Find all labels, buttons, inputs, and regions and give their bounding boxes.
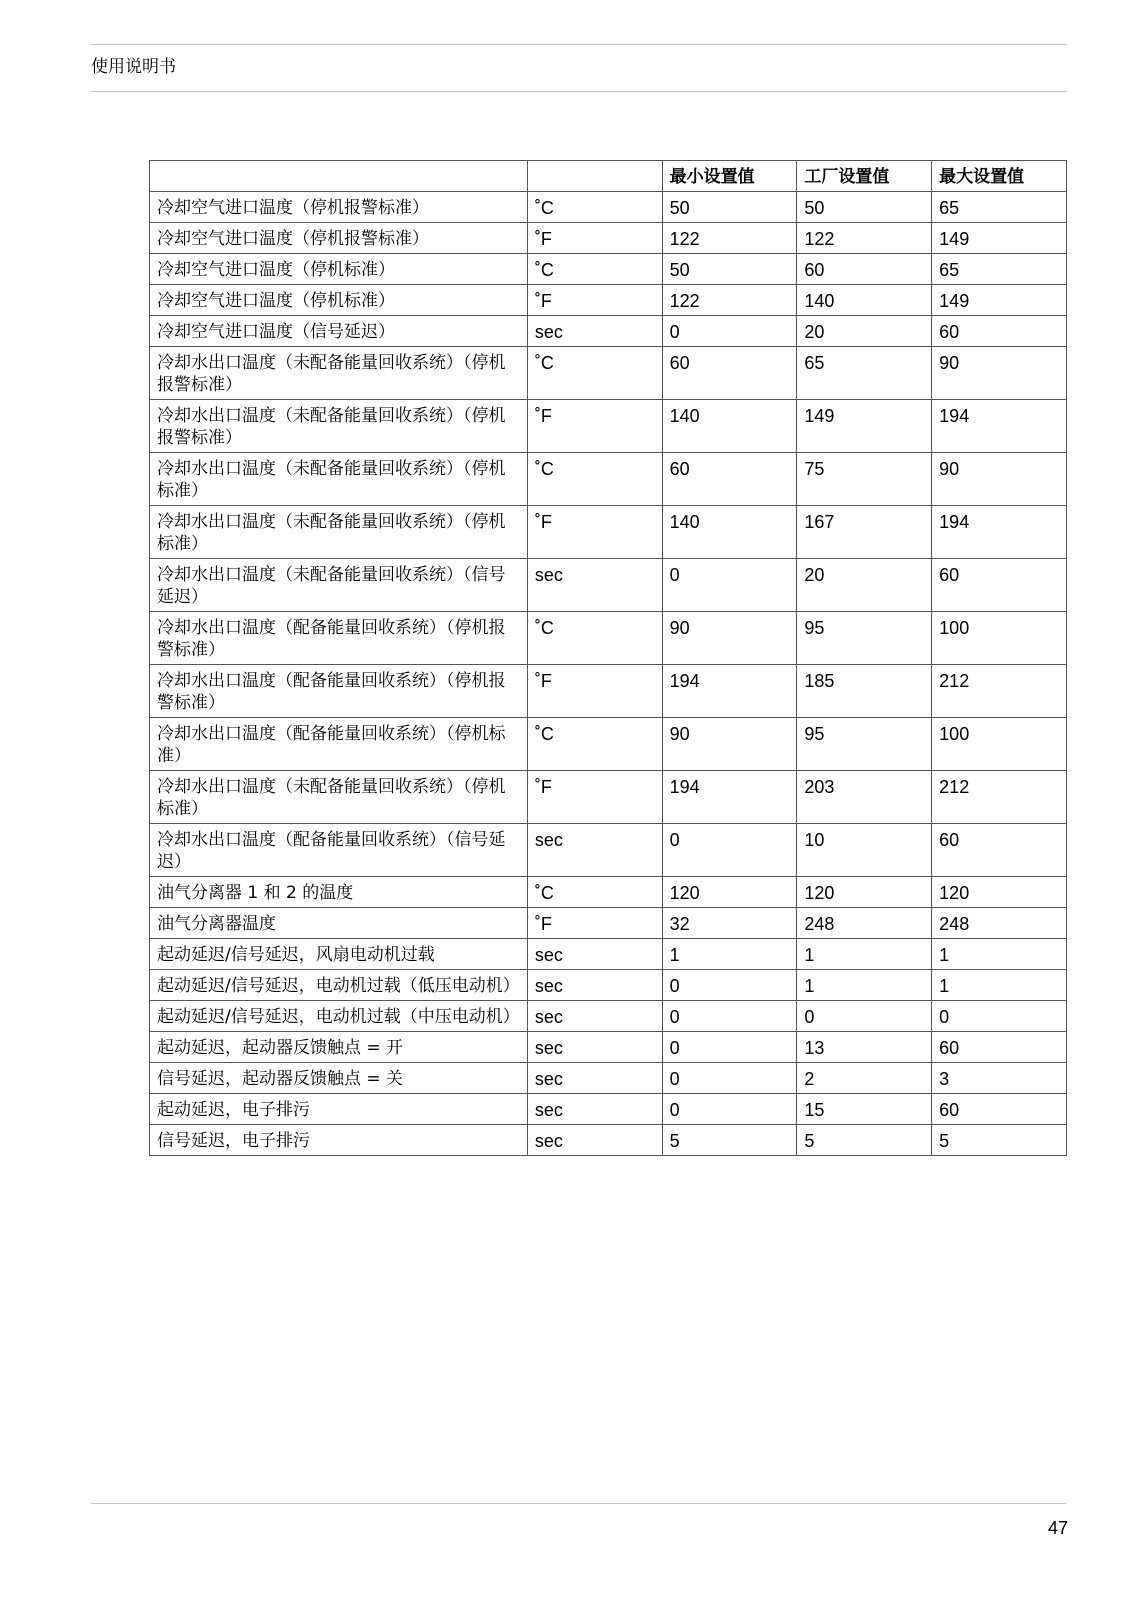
cell-min-value: 90: [662, 718, 797, 771]
table-row: [150, 223, 1067, 254]
cell-min-value: 50: [662, 192, 797, 223]
cell-parameter: 冷却水出口温度（未配备能量回收系统）（停机报警标准）: [150, 400, 528, 453]
cell-factory-value: 149: [797, 400, 932, 453]
cell-unit: ˚C: [527, 718, 662, 771]
table-row: [150, 316, 1067, 347]
cell-min-value: 60: [662, 347, 797, 400]
table-row: [150, 824, 1067, 877]
cell-factory-value: 122: [797, 223, 932, 254]
cell-min-value: 140: [662, 506, 797, 559]
cell-max-value: 100: [932, 612, 1067, 665]
cell-factory-value: 120: [797, 877, 932, 908]
cell-parameter: 起动延迟，电子排污: [150, 1094, 528, 1125]
header-cell-min: 最小设置值: [662, 161, 797, 192]
header-bottom-rule: [91, 91, 1066, 92]
cell-max-value: 194: [932, 506, 1067, 559]
cell-parameter: 冷却水出口温度（未配备能量回收系统）（停机标准）: [150, 453, 528, 506]
cell-unit: sec: [527, 1032, 662, 1063]
table-row: [150, 877, 1067, 908]
settings-table: [149, 160, 1067, 1156]
table-row: [150, 612, 1067, 665]
cell-max-value: 149: [932, 285, 1067, 316]
table-row: [150, 1063, 1067, 1094]
cell-min-value: 60: [662, 453, 797, 506]
cell-parameter: 起动延迟/信号延迟，电动机过载（中压电动机）: [150, 1001, 528, 1032]
cell-parameter: 冷却空气进口温度（停机标准）: [150, 254, 528, 285]
cell-unit: ˚C: [527, 347, 662, 400]
cell-max-value: 65: [932, 192, 1067, 223]
cell-parameter: 冷却水出口温度（配备能量回收系统）（停机报警标准）: [150, 612, 528, 665]
cell-min-value: 0: [662, 1032, 797, 1063]
cell-unit: ˚F: [527, 400, 662, 453]
cell-unit: sec: [527, 970, 662, 1001]
cell-max-value: 149: [932, 223, 1067, 254]
cell-parameter: 起动延迟/信号延迟，风扇电动机过载: [150, 939, 528, 970]
cell-unit: sec: [527, 939, 662, 970]
table-row: [150, 771, 1067, 824]
cell-factory-value: 5: [797, 1125, 932, 1156]
header-cell-parameter: [150, 161, 528, 192]
cell-unit: sec: [527, 1125, 662, 1156]
table-row: [150, 970, 1067, 1001]
cell-max-value: 120: [932, 877, 1067, 908]
page-number: 47: [1047, 1518, 1068, 1538]
cell-max-value: 90: [932, 453, 1067, 506]
cell-max-value: 212: [932, 771, 1067, 824]
cell-factory-value: 60: [797, 254, 932, 285]
table-row: [150, 1094, 1067, 1125]
cell-max-value: 65: [932, 254, 1067, 285]
cell-factory-value: 75: [797, 453, 932, 506]
footer-rule: [91, 1503, 1066, 1504]
table-header-row: [150, 161, 1067, 192]
cell-max-value: 100: [932, 718, 1067, 771]
cell-parameter: 冷却空气进口温度（停机标准）: [150, 285, 528, 316]
cell-min-value: 0: [662, 1094, 797, 1125]
cell-unit: ˚C: [527, 877, 662, 908]
cell-min-value: 5: [662, 1125, 797, 1156]
cell-unit: ˚F: [527, 506, 662, 559]
cell-parameter: 冷却水出口温度（未配备能量回收系统）（停机标准）: [150, 771, 528, 824]
header-top-rule: [91, 44, 1066, 45]
cell-max-value: 60: [932, 559, 1067, 612]
table-row: [150, 908, 1067, 939]
cell-parameter: 冷却空气进口温度（停机报警标准）: [150, 192, 528, 223]
cell-min-value: 140: [662, 400, 797, 453]
cell-max-value: 60: [932, 824, 1067, 877]
cell-parameter: 油气分离器 1 和 2 的温度: [150, 877, 528, 908]
cell-factory-value: 167: [797, 506, 932, 559]
header-cell-max: 最大设置值: [932, 161, 1067, 192]
cell-parameter: 油气分离器温度: [150, 908, 528, 939]
cell-factory-value: 10: [797, 824, 932, 877]
cell-max-value: 60: [932, 1032, 1067, 1063]
cell-unit: ˚F: [527, 665, 662, 718]
cell-parameter: 冷却空气进口温度（信号延迟）: [150, 316, 528, 347]
cell-parameter: 冷却水出口温度（配备能量回收系统）（停机报警标准）: [150, 665, 528, 718]
cell-factory-value: 185: [797, 665, 932, 718]
cell-parameter: 冷却水出口温度（配备能量回收系统）（停机标准）: [150, 718, 528, 771]
cell-factory-value: 1: [797, 970, 932, 1001]
cell-max-value: 1: [932, 939, 1067, 970]
cell-parameter: 信号延迟，电子排污: [150, 1125, 528, 1156]
cell-parameter: 冷却水出口温度（配备能量回收系统）（信号延迟）: [150, 824, 528, 877]
cell-unit: ˚C: [527, 612, 662, 665]
table-row: [150, 347, 1067, 400]
cell-unit: sec: [527, 316, 662, 347]
cell-max-value: 5: [932, 1125, 1067, 1156]
cell-factory-value: 1: [797, 939, 932, 970]
table-row: [150, 1125, 1067, 1156]
cell-min-value: 32: [662, 908, 797, 939]
cell-factory-value: 140: [797, 285, 932, 316]
cell-unit: sec: [527, 1063, 662, 1094]
table-row: [150, 400, 1067, 453]
cell-factory-value: 95: [797, 718, 932, 771]
cell-max-value: 0: [932, 1001, 1067, 1032]
cell-unit: ˚F: [527, 223, 662, 254]
cell-factory-value: 15: [797, 1094, 932, 1125]
cell-factory-value: 65: [797, 347, 932, 400]
cell-factory-value: 13: [797, 1032, 932, 1063]
cell-parameter: 冷却水出口温度（未配备能量回收系统）（停机标准）: [150, 506, 528, 559]
cell-min-value: 0: [662, 559, 797, 612]
cell-parameter: 冷却水出口温度（未配备能量回收系统）（停机报警标准）: [150, 347, 528, 400]
cell-unit: sec: [527, 559, 662, 612]
table-row: [150, 453, 1067, 506]
table-row: [150, 506, 1067, 559]
cell-max-value: 90: [932, 347, 1067, 400]
cell-parameter: 起动延迟/信号延迟，电动机过载（低压电动机）: [150, 970, 528, 1001]
cell-min-value: 0: [662, 824, 797, 877]
cell-unit: ˚C: [527, 254, 662, 285]
cell-min-value: 0: [662, 1001, 797, 1032]
cell-factory-value: 20: [797, 316, 932, 347]
cell-min-value: 90: [662, 612, 797, 665]
header-cell-unit: [527, 161, 662, 192]
cell-unit: ˚C: [527, 192, 662, 223]
cell-max-value: 3: [932, 1063, 1067, 1094]
table-row: [150, 254, 1067, 285]
cell-unit: sec: [527, 824, 662, 877]
table-body: [150, 192, 1067, 1156]
table-row: [150, 559, 1067, 612]
cell-factory-value: 248: [797, 908, 932, 939]
cell-unit: ˚C: [527, 453, 662, 506]
cell-parameter: 冷却空气进口温度（停机报警标准）: [150, 223, 528, 254]
cell-factory-value: 203: [797, 771, 932, 824]
cell-max-value: 60: [932, 1094, 1067, 1125]
table-row: [150, 718, 1067, 771]
cell-min-value: 0: [662, 1063, 797, 1094]
cell-factory-value: 2: [797, 1063, 932, 1094]
cell-min-value: 0: [662, 316, 797, 347]
cell-max-value: 1: [932, 970, 1067, 1001]
cell-max-value: 212: [932, 665, 1067, 718]
cell-factory-value: 20: [797, 559, 932, 612]
cell-factory-value: 50: [797, 192, 932, 223]
cell-unit: ˚F: [527, 908, 662, 939]
table-row: [150, 192, 1067, 223]
cell-min-value: 120: [662, 877, 797, 908]
cell-factory-value: 95: [797, 612, 932, 665]
document-header-title: 使用说明书: [91, 57, 176, 77]
cell-min-value: 194: [662, 665, 797, 718]
header-cell-factory: 工厂设置值: [797, 161, 932, 192]
table-row: [150, 939, 1067, 970]
cell-min-value: 0: [662, 970, 797, 1001]
cell-min-value: 1: [662, 939, 797, 970]
table-row: [150, 1032, 1067, 1063]
cell-factory-value: 0: [797, 1001, 932, 1032]
cell-max-value: 248: [932, 908, 1067, 939]
cell-min-value: 122: [662, 285, 797, 316]
cell-min-value: 194: [662, 771, 797, 824]
table-row: [150, 1001, 1067, 1032]
cell-parameter: 信号延迟，起动器反馈触点 = 关: [150, 1063, 528, 1094]
cell-parameter: 冷却水出口温度（未配备能量回收系统）（信号延迟）: [150, 559, 528, 612]
table-row: [150, 285, 1067, 316]
table-row: [150, 665, 1067, 718]
cell-max-value: 194: [932, 400, 1067, 453]
cell-parameter: 起动延迟，起动器反馈触点 = 开: [150, 1032, 528, 1063]
cell-unit: ˚F: [527, 285, 662, 316]
cell-min-value: 50: [662, 254, 797, 285]
cell-min-value: 122: [662, 223, 797, 254]
cell-max-value: 60: [932, 316, 1067, 347]
cell-unit: sec: [527, 1094, 662, 1125]
cell-unit: ˚F: [527, 771, 662, 824]
cell-unit: sec: [527, 1001, 662, 1032]
